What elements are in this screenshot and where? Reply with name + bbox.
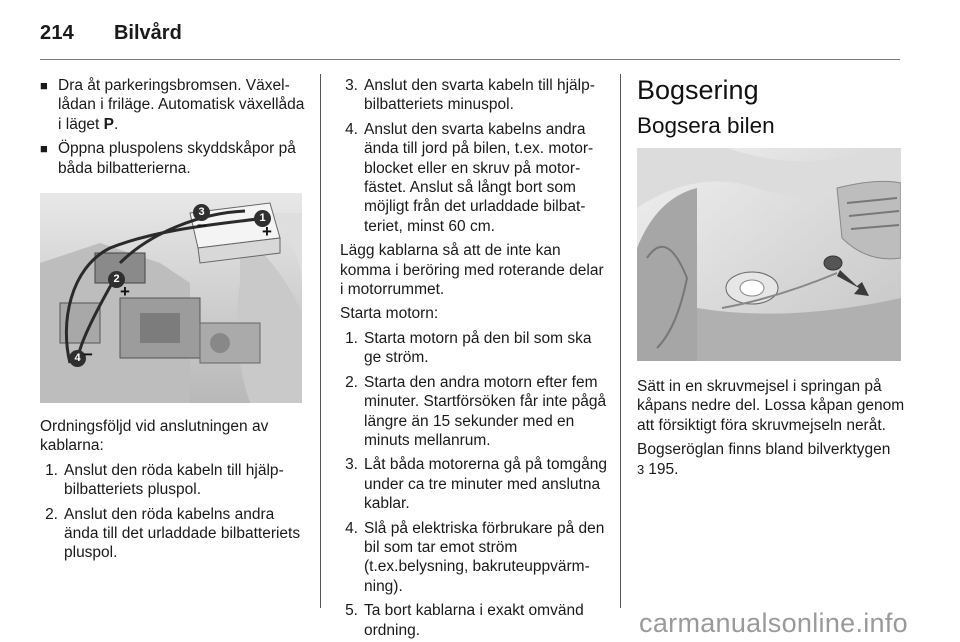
list-item xyxy=(40,76,308,134)
callout-1: 1 xyxy=(254,210,271,227)
chapter-title: Bilvård xyxy=(113,21,182,44)
step-number: 2. xyxy=(45,505,58,523)
callout-2: 2 xyxy=(108,271,125,288)
bullet-text: Dra åt parkeringsbromsen. Växellådan i friläge. Automatisk växellåda i läget xyxy=(58,77,305,133)
plus-sign: + xyxy=(262,222,272,242)
step-text: Starta motorn på den bil som ska ge ström. xyxy=(364,329,592,367)
step-text: Anslut den röda kabelns andra ända till det urladdade bilbatteriets pluspol. xyxy=(64,505,301,562)
paragraph-text: Bogseröglan finns bland bilverktygen xyxy=(637,441,891,459)
page-reference[interactable]: 195. xyxy=(648,460,679,478)
column-divider-1 xyxy=(320,74,321,608)
page-reference-icon: 3 xyxy=(637,461,645,477)
step-text: Låt båda motorerna gå på tomgång under ca tre minuter med anslutna kablar. xyxy=(364,456,608,513)
paragraph xyxy=(637,440,909,479)
step-number: 4. xyxy=(345,519,358,537)
step-text: Ta bort kablarna i exakt omvänd ordning. xyxy=(364,602,584,639)
bullet-mark: ■ xyxy=(40,78,48,93)
bumper-illustration xyxy=(637,148,901,361)
minus-sign: − xyxy=(83,345,93,365)
list-item xyxy=(40,461,308,500)
callout-4: 4 xyxy=(69,350,86,367)
step-text: Starta den andra motorn efter fem minuter. Startförsöken får inte pågå längre än 15 sekunder med en minuts mellanrum. xyxy=(364,373,607,449)
step-text: Anslut den svarta kabelns andra ända till jord på bilen, t.ex. motorblocket eller en skruv på motorfästet. Anslut så långt bort som möjligt från det urladdade bilbatteriet, minst 60 cm. xyxy=(364,120,594,235)
watermark: carmanualsonline.info xyxy=(639,608,908,638)
page-header xyxy=(40,18,182,48)
column-3 xyxy=(637,76,909,484)
step-number: 2. xyxy=(345,373,358,391)
list-item xyxy=(340,519,608,597)
bullet-text-end: . xyxy=(114,115,119,133)
list-item xyxy=(340,373,608,451)
jump-start-figure xyxy=(40,193,302,403)
plus-sign: + xyxy=(120,282,130,302)
step-number: 4. xyxy=(345,120,358,138)
list-item xyxy=(340,601,608,640)
step-number: 3. xyxy=(345,456,358,474)
list-item xyxy=(340,455,608,513)
section-heading: Bogsering xyxy=(637,75,759,105)
list-item xyxy=(40,505,308,563)
column-1 xyxy=(40,76,308,568)
step-text: Anslut den röda kabeln till hjälpbilbatteriets pluspol. xyxy=(64,461,284,499)
minus-sign: − xyxy=(197,216,207,236)
list-item xyxy=(340,120,608,236)
towing-figure xyxy=(637,148,901,361)
step-text: Anslut den svarta kabeln till hjälpbilbatteriets minuspol. xyxy=(364,77,595,114)
step-text: Slå på elektriska förbrukare på den bil som tar emot ström (t.ex.belysning, bakruteuppvärmning). xyxy=(364,519,605,595)
paragraph: Lägg kablarna så att de inte kan komma i beröring med roterande delar i motorrummet. xyxy=(340,242,604,299)
bullet-text: Öppna pluspolens skyddskåpor på båda bilbatterierna. xyxy=(58,140,296,177)
step-number: 1. xyxy=(345,329,358,347)
header-divider xyxy=(40,59,900,60)
list-item xyxy=(40,139,308,178)
list-item xyxy=(340,76,608,115)
list-item xyxy=(340,329,608,368)
page-number: 214 xyxy=(40,21,74,44)
gear-position-p: P xyxy=(103,115,115,133)
bullet-mark: ■ xyxy=(40,141,48,157)
paragraph: Sätt in en skruvmejsel i springan på kåpans nedre del. Lossa kåpan genom att försiktigt föra skruvmejseln neråt. xyxy=(637,378,905,434)
column-divider-2 xyxy=(620,74,621,608)
column-2 xyxy=(340,76,608,642)
subsection-heading: Bogsera bilen xyxy=(637,113,775,138)
step-number: 5. xyxy=(345,602,358,620)
paragraph: Starta motorn: xyxy=(340,305,439,323)
callout-3: 3 xyxy=(193,204,210,221)
paragraph: Ordningsföljd vid anslutningen av kablarna: xyxy=(40,418,269,455)
step-number: 1. xyxy=(45,461,58,479)
step-number: 3. xyxy=(345,77,358,94)
